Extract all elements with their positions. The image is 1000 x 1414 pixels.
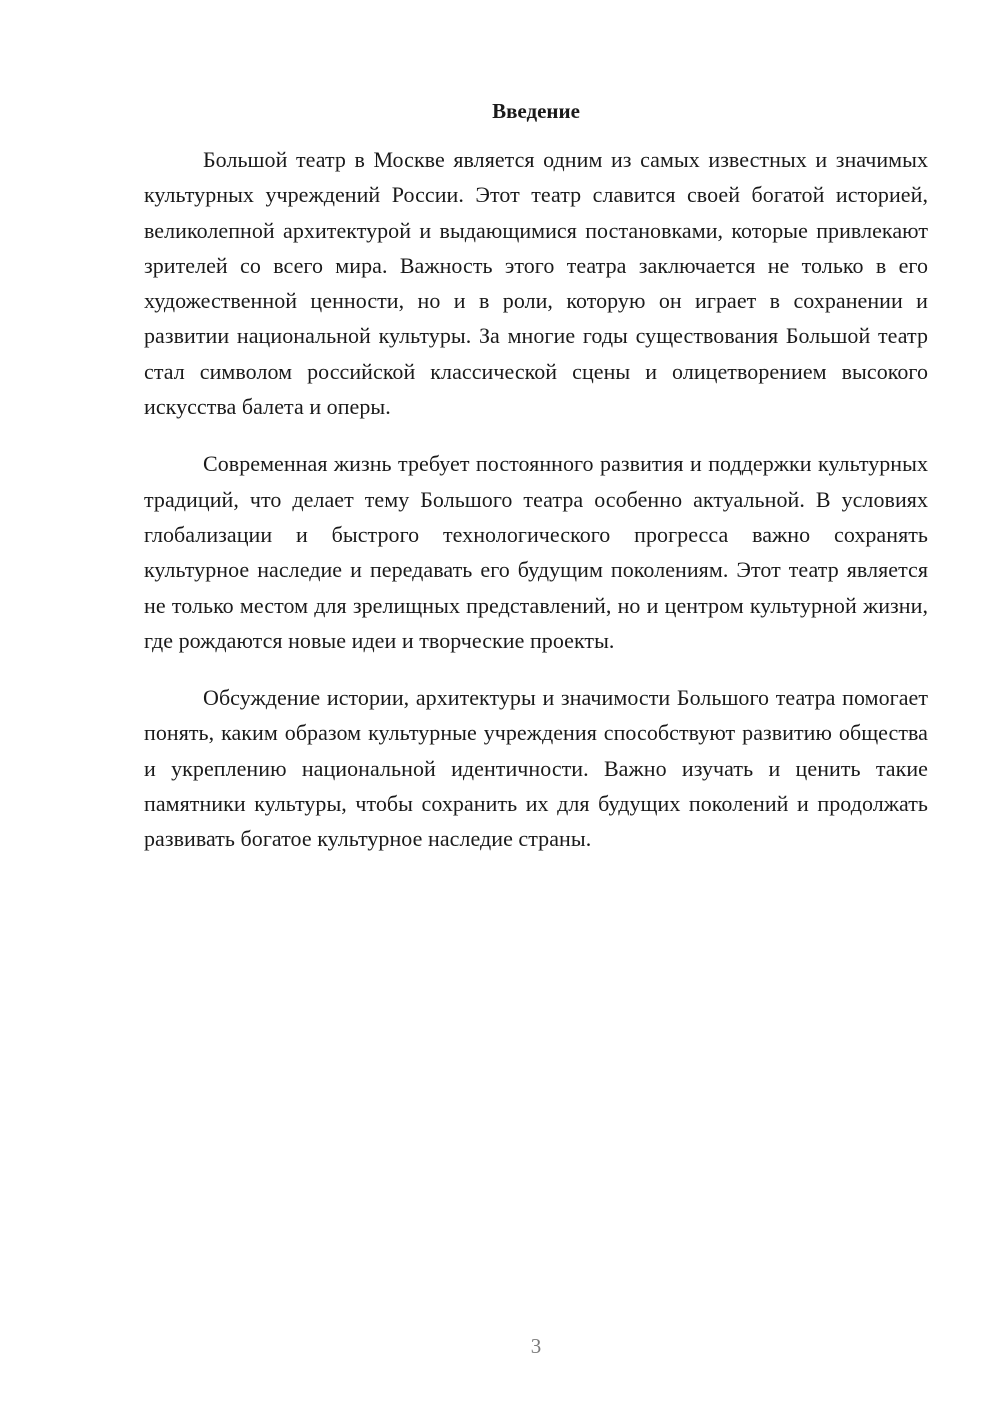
body-text bbox=[144, 142, 928, 879]
paragraph-3: Обсуждение истории, архитектуры и значимости Большого театра помогает понять, каким образом культурные учреждения способствуют развитию общества и укреплению национальной идентичности. Важно изучать и ценить такие памятники культуры, чтобы сохранить их для будущих поколений и продолжать развивать богатое культурное наследие страны. bbox=[144, 685, 928, 852]
paragraph-2: Современная жизнь требует постоянного развития и поддержки культурных традиций, что делает тему Большого театра особенно актуальной. В условиях глобализации и быстрого технологического прогресса важно сохранять культурное наследие и передавать его будущим поколениям. Этот театр является не только местом для зрелищных представлений, но и центром культурной жизни, где рождаются новые идеи и творческие проекты. bbox=[144, 451, 928, 653]
paragraph-1: Большой театр в Москве является одним из самых известных и значимых культурных учреждений России. Этот театр славится своей богатой историей, великолепной архитектурой и выдающимися постановками, которые привлекают зрителей со всего мира. Важность этого театра заключается не только в его художественной ценности, но и в роли, которую он играет в сохранении и развитии национальной культуры. За многие годы существования Большой театр стал символом российской классической сцены и олицетворением высокого искусства балета и оперы. bbox=[144, 147, 928, 420]
section-heading: Введение bbox=[492, 99, 580, 123]
page-number: 3 bbox=[530, 1334, 542, 1358]
